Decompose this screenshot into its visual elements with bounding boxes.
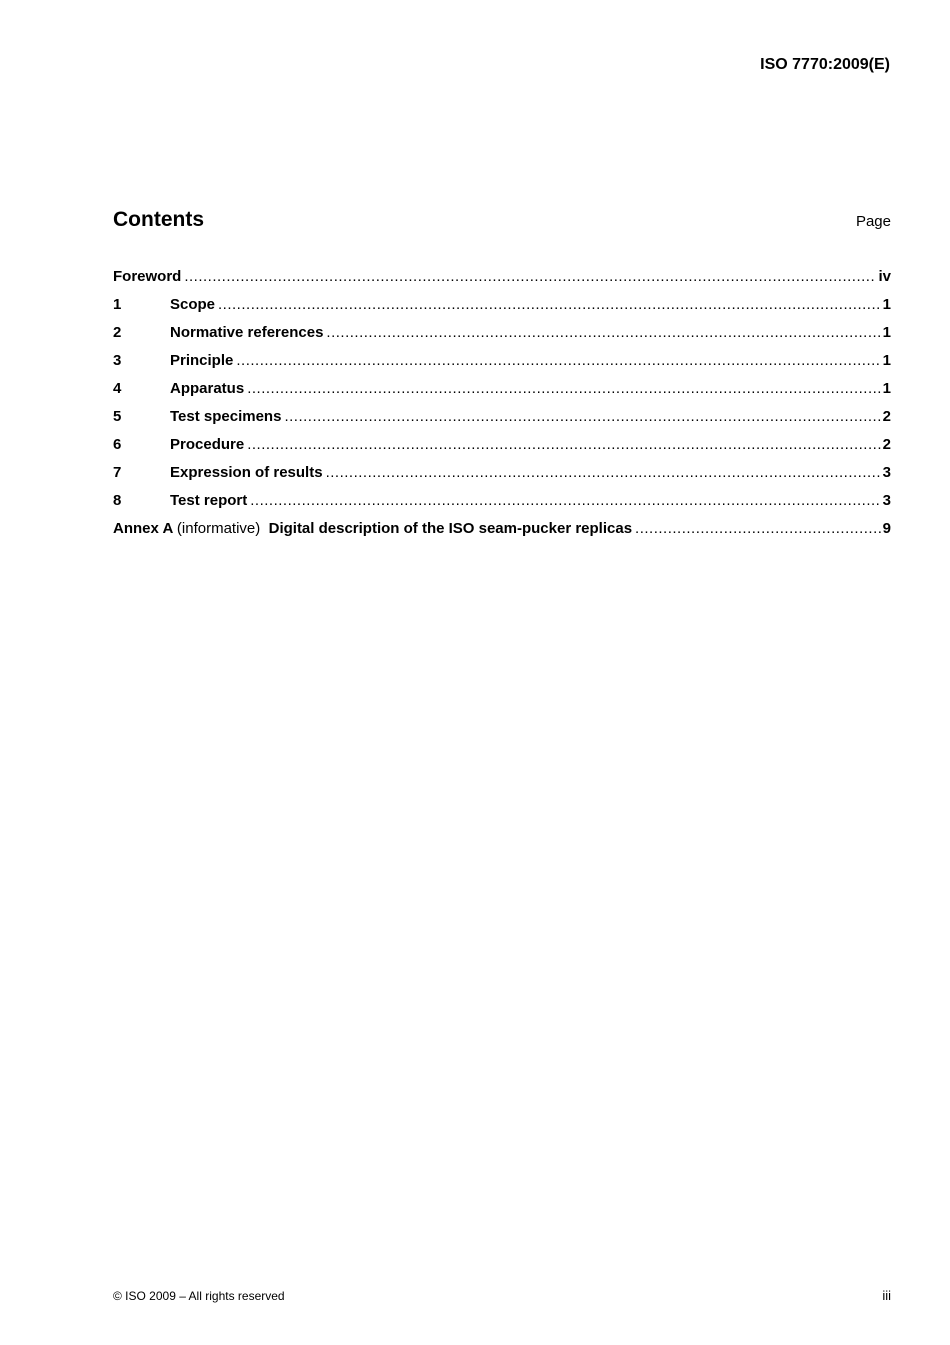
toc-annex-title: Digital description of the ISO seam-pucker replicas: [268, 520, 633, 537]
toc-entry-test-report[interactable]: [113, 492, 891, 520]
toc-leader-dots: [326, 324, 880, 341]
toc-entry-number: 2: [113, 324, 122, 341]
toc-entry-page: 1: [882, 380, 891, 397]
toc-leader-dots: [250, 492, 880, 509]
table-of-contents: [113, 268, 891, 548]
toc-entry-title: Foreword: [113, 268, 182, 285]
toc-entry-expression-of-results[interactable]: [113, 464, 891, 492]
toc-entry-page: 3: [882, 492, 891, 509]
toc-entry-test-specimens[interactable]: [113, 408, 891, 436]
toc-entry-page: 2: [882, 436, 891, 453]
document-id: ISO 7770:2009(E): [760, 56, 890, 73]
toc-entry-title: Expression of results: [170, 464, 323, 481]
toc-leader-dots: [326, 464, 881, 481]
toc-leader-dots: [635, 520, 881, 537]
toc-entry-scope[interactable]: [113, 296, 891, 324]
toc-entry-normative-references[interactable]: [113, 324, 891, 352]
toc-entry-annex-a[interactable]: [113, 520, 891, 548]
toc-entry-page: 1: [882, 352, 891, 369]
toc-leader-dots: [184, 268, 876, 285]
toc-annex-qualifier: (informative): [176, 520, 261, 537]
toc-entry-page: 2: [882, 408, 891, 425]
toc-entry-title: Normative references: [170, 324, 324, 341]
footer-copyright: © ISO 2009 – All rights reserved: [113, 1289, 285, 1303]
toc-leader-dots: [247, 380, 880, 397]
toc-entry-page: 9: [882, 520, 891, 537]
toc-entry-title: Apparatus: [170, 380, 245, 397]
toc-entry-number: 1: [113, 296, 122, 313]
toc-entry-title: Principle: [170, 352, 234, 369]
toc-entry-number: 4: [113, 380, 122, 397]
toc-entry-title: Test specimens: [170, 408, 282, 425]
toc-entry-page: iv: [878, 268, 891, 285]
toc-entry-page: 3: [882, 464, 891, 481]
toc-entry-number: 3: [113, 352, 122, 369]
toc-entry-title: Test report: [170, 492, 248, 509]
toc-annex-title-group: [113, 520, 632, 537]
toc-entry-number: 6: [113, 436, 122, 453]
toc-entry-number: 5: [113, 408, 122, 425]
toc-leader-dots: [218, 296, 881, 313]
toc-entry-title: Procedure: [170, 436, 245, 453]
toc-annex-label: Annex A: [113, 520, 173, 537]
toc-entry-page: 1: [882, 324, 891, 341]
footer-page-number: iii: [882, 1288, 891, 1303]
page-column-label: Page: [855, 213, 891, 230]
toc-entry-procedure[interactable]: [113, 436, 891, 464]
toc-entry-title: Scope: [170, 296, 216, 313]
toc-leader-dots: [284, 408, 880, 425]
contents-header: [113, 208, 891, 232]
toc-leader-dots: [247, 436, 880, 453]
contents-title: Contents: [113, 208, 204, 231]
toc-entry-principle[interactable]: [113, 352, 891, 380]
toc-leader-dots: [236, 352, 880, 369]
toc-entry-page: 1: [882, 296, 891, 313]
toc-entry-number: 7: [113, 464, 122, 481]
toc-entry-foreword[interactable]: [113, 268, 891, 296]
toc-entry-number: 8: [113, 492, 122, 509]
toc-entry-apparatus[interactable]: [113, 380, 891, 408]
